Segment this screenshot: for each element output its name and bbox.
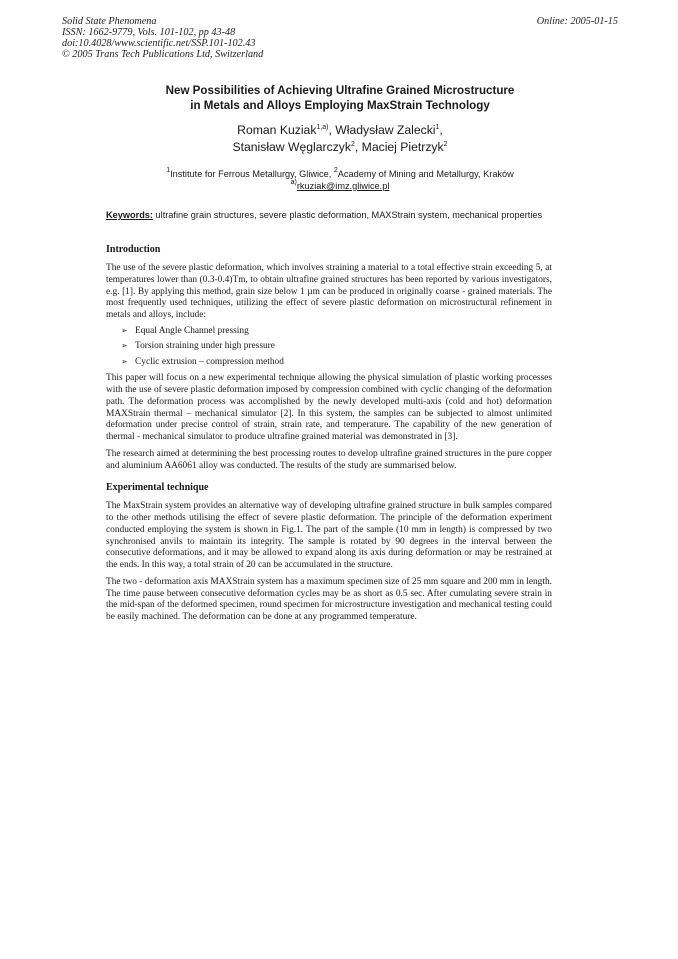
- list-item: [121, 325, 552, 341]
- affil-sup: 2: [333, 167, 338, 174]
- arrow-bullet-icon: ➢: [121, 356, 128, 366]
- technique-list: [106, 325, 552, 372]
- email-line: [70, 180, 610, 192]
- affil-institute-1: Institute for Ferrous Metallurgy, Gliwice,: [170, 169, 334, 179]
- author-separator: ,: [328, 123, 336, 137]
- paper-body: [106, 244, 552, 624]
- author-affil-sup: 1: [435, 124, 440, 131]
- experimental-paragraph-1: The MaxStrain system provides an alternative way of developing ultrafine grained structure in bulk samples compared to the other methods utilising the effect of severe plastic deformation. The principle of the deformation experiment conducted employing the system is shown in Fig.1. The part of the sample (10 mm in length) is compressed by two synchronised anvils to maintain its integrity. The sample is rotated by 90 degrees in the interval between the consecutive deformations, and it may be allowed to expand along its axis during deformation or may be restrained at the ends. In this way, a total strain of 20 can be accumulated in the structure.: [106, 501, 552, 570]
- author-affil-sup: 1,a): [316, 124, 329, 131]
- affiliations: [70, 168, 610, 192]
- author-email-link[interactable]: rkuziak@imz.gliwice.pl: [296, 181, 390, 191]
- list-item-text: Equal Angle Channel pressing: [135, 325, 249, 336]
- author-line-1: [90, 122, 590, 139]
- author-list: [90, 122, 590, 156]
- title-line-1: New Possibilities of Achieving Ultrafine Grained Microstructure: [165, 84, 515, 97]
- journal-copyright: © 2005 Trans Tech Publications Ltd, Switzerland: [62, 49, 264, 60]
- affil-institute-2: Academy of Mining and Metallurgy, Kraków: [337, 169, 514, 179]
- keywords-block: [106, 210, 556, 221]
- section-heading-introduction: Introduction: [106, 244, 161, 255]
- list-item-text: Torsion straining under high pressure: [135, 341, 275, 352]
- author-name: Roman Kuziak: [237, 123, 317, 137]
- arrow-bullet-icon: ➢: [121, 325, 128, 335]
- journal-info: [62, 16, 618, 60]
- section-heading-experimental: Experimental technique: [106, 482, 209, 494]
- list-item: [121, 340, 552, 356]
- experimental-paragraph-2: The two - deformation axis MAXStrain system has a maximum specimen size of 25 mm square and 200 mm in length. The time pause between consecutive deformation cycles may be as short as 0.5 sec. After cumulating severe strain in the mid-span of the deformed specimen, round specimen for microstructure investigation and mechanical testing could be easily machined. The deformation can be done at any programmed temperature.: [106, 576, 553, 622]
- author-affil-sup: 2: [350, 141, 355, 148]
- intro-paragraph-2: This paper will focus on a new experimental technique allowing the physical simulation of plastic working processes with the use of severe plastic deformation imposed by compression combined with cyclic changing of the deformation path. The deformation process was accomplished by the newly developed multi-axis (cold and hot) deformation MAXStrain thermal – mechanical simulator [2]. In this system, the samples can be subjected to almost unlimited deformation under precise control of strain, strain rate, and temperature. The capability of the new generation of thermal - mechanical simulator to produce ultrafine grained material was demonstrated in [3].: [106, 373, 552, 442]
- email-sup: a): [290, 179, 297, 186]
- author-affil-sup: 2: [443, 141, 448, 148]
- journal-doi: doi:10.4028/www.scientific.net/SSP.101-102.43: [62, 38, 256, 49]
- author-separator: ,: [439, 123, 443, 137]
- journal-issn: ISSN: 1662-9779, Vols. 101-102, pp 43-48: [62, 27, 236, 38]
- author-name: Władysław Zalecki: [335, 123, 436, 137]
- author-separator: ,: [354, 140, 362, 154]
- journal-name: Solid State Phenomena: [62, 16, 157, 27]
- intro-paragraph-1: The use of the severe plastic deformation, which involves straining a material to a total effective strain exceeding 5, at temperatures lower than (0.3-0.4)Tm, to obtain ultrafine grained structures has been reported by various investigators, e.g. [1]. By applying this method, grain size below 1 µm can be produced in originally coarse - grained materials. The most frequently used techniques, utilizing the effect of severe plastic deformation on microstructural refinement in metals and alloys, include:: [106, 263, 552, 320]
- list-item: [121, 356, 552, 372]
- list-item-text: Cyclic extrusion – compression method: [135, 356, 284, 367]
- keywords-text: ultrafine grain structures, severe plastic deformation, MAXStrain system, mechanical properties: [155, 210, 543, 220]
- author-line-2: [90, 139, 590, 156]
- affil-sup: 1: [166, 167, 171, 174]
- keywords-label: Keywords:: [106, 210, 153, 220]
- journal-header: [62, 16, 618, 60]
- paper-title: [90, 83, 590, 113]
- online-date: Online: 2005-01-15: [536, 16, 618, 27]
- affiliation-line: [70, 168, 610, 180]
- title-line-2: in Metals and Alloys Employing MaxStrain Technology: [190, 99, 490, 112]
- author-name: Stanisław Węglarczyk: [232, 140, 351, 154]
- author-name: Maciej Pietrzyk: [361, 140, 444, 154]
- intro-paragraph-3: The research aimed at determining the best processing routes to develop ultrafine grained structures in the pure copper and aluminium AA6061 alloy was conducted. The results of the study are summarised below.: [106, 448, 552, 471]
- arrow-bullet-icon: ➢: [121, 341, 128, 351]
